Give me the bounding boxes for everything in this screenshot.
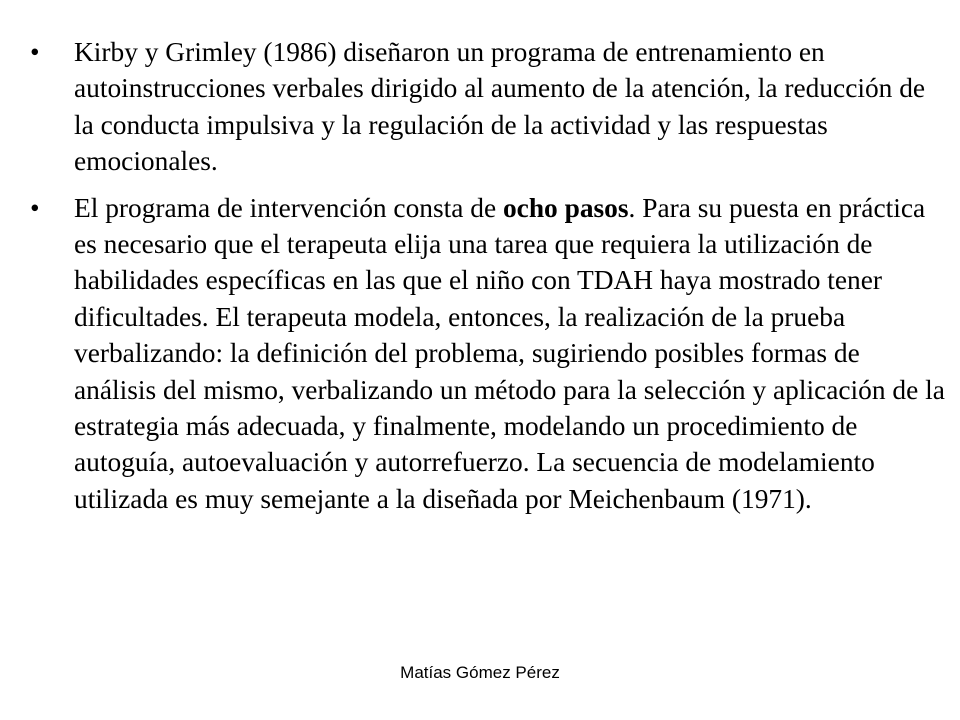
bullet-item-1 bbox=[30, 34, 945, 180]
bullet-text-1 bbox=[74, 37, 925, 176]
bullet-2-segment-3: . Para su puesta en práctica es necesario que el terapeuta elija una tarea que requiera la utilización de habilidades específicas en las que el niño con TDAH haya mostrado tener dificultades. El terapeuta modela, entonces, la realización de la prueba verbalizando: la definición del problema, sugiriendo posibles formas de análisis del mismo, verbalizando un método para la selección y aplicación de la estrategia más adecuada, y finalmente, modelando un procedimiento de autoguía, autoevaluación y autorrefuerzo. La secuencia de modelamiento utilizada es muy semejante a la diseñada por Meichenbaum (1971). bbox=[74, 192, 945, 514]
bullet-2-segment-1: El programa de intervención consta de bbox=[74, 192, 503, 223]
bullet-marker-icon: • bbox=[30, 192, 40, 223]
footer-author: Matías Gómez Pérez bbox=[400, 663, 560, 682]
bullet-text-2 bbox=[74, 193, 945, 514]
bullet-2-emphasis: ocho pasos bbox=[502, 192, 629, 223]
bullet-item-2 bbox=[30, 190, 945, 518]
bullet-marker-icon: • bbox=[30, 37, 40, 67]
bullet-list bbox=[30, 34, 945, 527]
bullet-1-segment-1: Kirby y Grimley (1986) diseñaron un programa de entrenamiento en autoinstrucciones verbales dirigido al aumento de la atención, la reducción de la conducta impulsiva y la regulación de la actividad y las respuestas emocionales. bbox=[74, 37, 926, 177]
